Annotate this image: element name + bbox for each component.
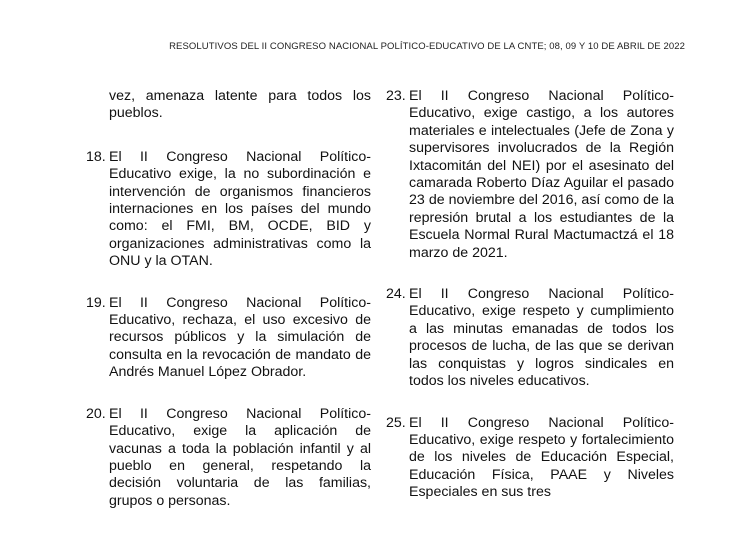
- resolution-text: El II Congreso Nacional Político-Educativo, exige castigo, a los autores materiales e intelectuales (Jefe de Zona y supervisores involucrados de la Región Ixtacomitán del NEI) por el asesinato del camarada Roberto Díaz Aguilar el pasado 23 de noviembre del 2016, así como de la represión brutal a los estudiantes de la Escuela Normal Rural Mactumactzá el 18 marzo de 2021.: [409, 88, 674, 261]
- resolution-item-25: [386, 415, 674, 502]
- resolution-number: 23.: [386, 88, 406, 104]
- resolution-text: El II Congreso Nacional Político-Educativo, exige la aplicación de vacunas a toda la población infantil y al pueblo en general, respetando la decisión voluntaria de las familias, grupos o personas.: [109, 405, 371, 509]
- resolution-text: El II Congreso Nacional Político-Educativo, exige respeto y fortalecimiento de los niveles de Educación Especial, Educación Física, PAAE y Niveles Especiales en sus tres: [409, 414, 674, 501]
- resolution-number: 25.: [386, 414, 406, 431]
- resolution-item-18: [86, 149, 371, 271]
- resolution-text: El II Congreso Nacional Político-Educativo, exige respeto y cumplimiento a las minutas emanadas de todos los procesos de lucha, de las que se derivan las conquistas y logros sindicales en todos los niveles educativos.: [409, 286, 674, 390]
- resolution-number: 20.: [86, 405, 106, 422]
- document-header: RESOLUTIVOS DEL II CONGRESO NACIONAL POLÍTICO-EDUCATIVO DE LA CNTE; 08, 09 Y 10 DE ABRIL DE 2022: [169, 41, 685, 52]
- resolution-item-24: [386, 286, 674, 390]
- resolution-item-20: [86, 406, 371, 510]
- right-column: [386, 88, 674, 526]
- resolution-item-19: [86, 295, 371, 382]
- resolution-item-23: [386, 88, 674, 262]
- resolution-number: 18.: [86, 148, 106, 165]
- resolution-text: El II Congreso Nacional Político-Educativo exige, la no subordinación e intervención de organismos financieros internaciones en los países del mundo como: el FMI, BM, OCDE, BID y organizaciones administrativas como la ONU y la OTAN.: [109, 148, 371, 270]
- resolution-number: 24.: [386, 286, 406, 303]
- left-column: [86, 88, 371, 534]
- continued-paragraph: vez, amenaza latente para todos los pueblos.: [109, 88, 371, 122]
- resolution-text: El II Congreso Nacional Político-Educativo, rechaza, el uso excesivo de recursos públicos y la simulación de consulta en la revocación de mandato de Andrés Manuel López Obrador.: [109, 294, 371, 381]
- resolution-number: 19.: [86, 294, 106, 311]
